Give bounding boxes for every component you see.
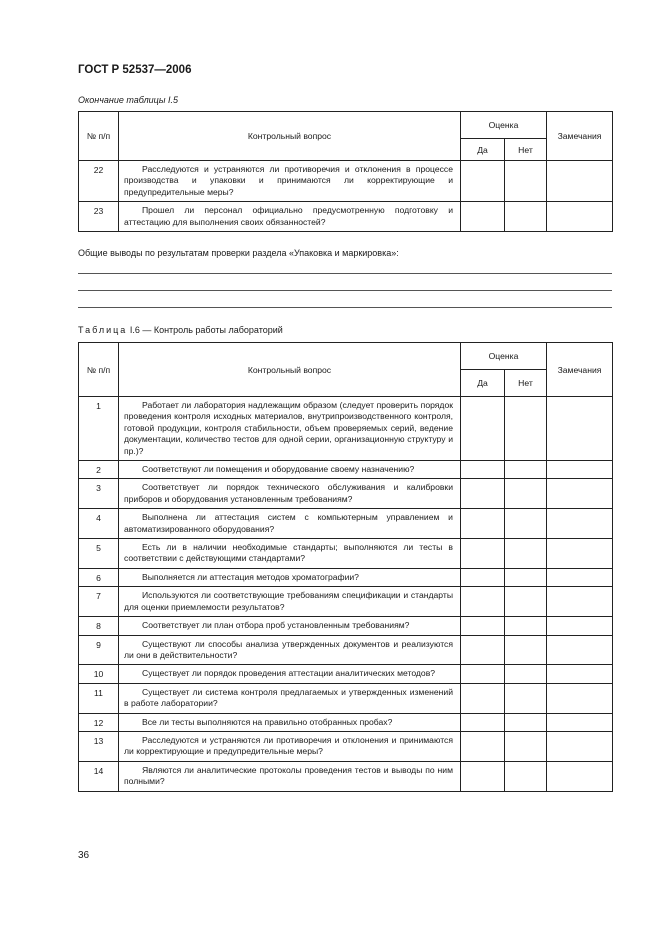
question-cell (119, 202, 461, 232)
question-text: Выполнена ли аттестация систем с компьютерным управлением и автоматизированного оборудования? (124, 512, 453, 534)
question-text: Используются ли соответствующие требованиям спецификации и стандарты для оценки приемлемости результатов? (124, 590, 453, 612)
question-text: Есть ли в наличии необходимые стандарты; выполняются ли тесты в соответствии с действующими стандартами? (124, 542, 453, 564)
table1-header-question: Контрольный вопрос (119, 112, 461, 161)
row-number: 8 (79, 617, 119, 635)
table1-body (79, 161, 613, 232)
table2-body (79, 397, 613, 792)
yes-cell[interactable] (461, 635, 505, 665)
table-row (79, 397, 613, 461)
row-number: 23 (79, 202, 119, 232)
notes-cell[interactable] (547, 635, 613, 665)
table-row (79, 509, 613, 539)
notes-cell[interactable] (547, 568, 613, 586)
no-cell[interactable] (505, 731, 547, 761)
notes-cell[interactable] (547, 617, 613, 635)
table-row (79, 683, 613, 713)
notes-cell[interactable] (547, 461, 613, 479)
row-number: 14 (79, 761, 119, 791)
question-text: Существуют ли способы анализа утвержденных документов и реализуются ли они в действительности? (124, 638, 453, 660)
row-number: 2 (79, 461, 119, 479)
table2-header-notes: Замечания (547, 343, 613, 397)
table-row (79, 479, 613, 509)
no-cell[interactable] (505, 509, 547, 539)
row-number: 4 (79, 509, 119, 539)
notes-cell[interactable] (547, 202, 613, 232)
table1-header-yes: Да (461, 139, 505, 161)
notes-cell[interactable] (547, 713, 613, 731)
notes-cell[interactable] (547, 509, 613, 539)
question-text: Соответствует ли план отбора проб установленным требованиям? (142, 620, 410, 631)
question-cell (119, 397, 461, 461)
question-text: Расследуются и устраняются ли противоречия и отклонения в процессе производства и упаковки и принимаются ли корректирующие и предупредительные меры? (124, 164, 453, 197)
table2-caption-prefix: Таблица (78, 325, 128, 335)
row-number: 11 (79, 683, 119, 713)
question-text: Все ли тесты выполняются на правильно отобранных пробах? (142, 716, 393, 727)
yes-cell[interactable] (461, 761, 505, 791)
table2-header-num: № п/п (79, 343, 119, 397)
table1-header-num: № п/п (79, 112, 119, 161)
table2 (78, 342, 613, 792)
question-cell (119, 731, 461, 761)
row-number: 7 (79, 587, 119, 617)
question-text: Соответствует ли порядок технического обслуживания и калибровки приборов и оборудования установленным требованиям? (124, 482, 453, 504)
question-text: Существует ли система контроля предлагаемых и утвержденных изменений в работе лаборатории? (124, 686, 453, 709)
conclusion-line[interactable] (78, 290, 612, 291)
notes-cell[interactable] (547, 397, 613, 461)
table1-caption: Окончание таблицы I.5 (78, 95, 178, 105)
table-row (79, 731, 613, 761)
question-cell (119, 161, 461, 202)
no-cell[interactable] (505, 761, 547, 791)
table-row (79, 617, 613, 635)
yes-cell[interactable] (461, 683, 505, 713)
table2-header-rating: Оценка (461, 343, 547, 370)
yes-cell[interactable] (461, 731, 505, 761)
row-number: 6 (79, 568, 119, 586)
yes-cell[interactable] (461, 539, 505, 569)
table1-header-no: Нет (505, 139, 547, 161)
yes-cell[interactable] (461, 202, 505, 232)
row-number: 13 (79, 731, 119, 761)
yes-cell[interactable] (461, 568, 505, 586)
question-text: Существует ли порядок проведения аттестации аналитических методов? (142, 668, 436, 679)
question-text: Являются ли аналитические протоколы проведения тестов и выводы по ним полными? (124, 764, 453, 787)
table-row (79, 568, 613, 586)
table-row (79, 635, 613, 665)
conclusion-line[interactable] (78, 273, 612, 274)
page-number: 36 (78, 850, 90, 861)
notes-cell[interactable] (547, 731, 613, 761)
table-row (79, 761, 613, 791)
table-row (79, 665, 613, 683)
no-cell[interactable] (505, 161, 547, 202)
question-text: Соответствуют ли помещения и оборудование своему назначению? (142, 464, 415, 475)
table-row (79, 202, 613, 232)
question-cell (119, 617, 461, 635)
notes-cell[interactable] (547, 761, 613, 791)
no-cell[interactable] (505, 587, 547, 617)
question-cell (119, 665, 461, 683)
no-cell[interactable] (505, 683, 547, 713)
row-number: 9 (79, 635, 119, 665)
table-row (79, 539, 613, 569)
question-cell (119, 635, 461, 665)
yes-cell[interactable] (461, 479, 505, 509)
no-cell[interactable] (505, 713, 547, 731)
no-cell[interactable] (505, 461, 547, 479)
question-cell (119, 587, 461, 617)
table1-header-notes: Замечания (547, 112, 613, 161)
question-text: Выполняется ли аттестация методов хроматографии? (142, 571, 359, 582)
yes-cell[interactable] (461, 587, 505, 617)
table2-caption-rest: I.6 — Контроль работы лабораторий (129, 325, 283, 335)
question-text: Работает ли лаборатория надлежащим образом (следует проверить порядок проведения контроля исходных материалов, внутрипроизводственного контроля, готовой продукции, контроля стабильности, объем проверяемых серий, ведение документации, количество тестов для одной серии, организационную структуру и пр.)? (124, 400, 453, 456)
row-number: 10 (79, 665, 119, 683)
table-row (79, 461, 613, 479)
row-number: 22 (79, 161, 119, 202)
table2-header-no: Нет (505, 370, 547, 397)
question-text: Прошел ли персонал официально предусмотренную подготовку и аттестацию для выполнения своих обязанностей? (124, 205, 453, 227)
no-cell[interactable] (505, 397, 547, 461)
no-cell[interactable] (505, 635, 547, 665)
table-row (79, 161, 613, 202)
yes-cell[interactable] (461, 509, 505, 539)
table-row (79, 713, 613, 731)
question-cell (119, 539, 461, 569)
yes-cell[interactable] (461, 461, 505, 479)
no-cell[interactable] (505, 617, 547, 635)
yes-cell[interactable] (461, 397, 505, 461)
row-number: 1 (79, 397, 119, 461)
question-cell (119, 509, 461, 539)
yes-cell[interactable] (461, 713, 505, 731)
no-cell[interactable] (505, 665, 547, 683)
table2-header-yes: Да (461, 370, 505, 397)
notes-cell[interactable] (547, 587, 613, 617)
notes-cell[interactable] (547, 683, 613, 713)
no-cell[interactable] (505, 568, 547, 586)
no-cell[interactable] (505, 539, 547, 569)
document-code: ГОСТ Р 52537—2006 (78, 64, 192, 76)
question-cell (119, 568, 461, 586)
table1 (78, 111, 613, 232)
question-cell (119, 713, 461, 731)
table1-header-rating: Оценка (461, 112, 547, 139)
yes-cell[interactable] (461, 161, 505, 202)
yes-cell[interactable] (461, 665, 505, 683)
conclusion-line[interactable] (78, 307, 612, 308)
notes-cell[interactable] (547, 665, 613, 683)
no-cell[interactable] (505, 202, 547, 232)
no-cell[interactable] (505, 479, 547, 509)
question-cell (119, 461, 461, 479)
question-cell (119, 683, 461, 713)
notes-cell[interactable] (547, 539, 613, 569)
table-row (79, 587, 613, 617)
notes-cell[interactable] (547, 161, 613, 202)
table2-header-question: Контрольный вопрос (119, 343, 461, 397)
table2-caption (78, 325, 283, 335)
row-number: 12 (79, 713, 119, 731)
conclusion-label: Общие выводы по результатам проверки раздела «Упаковка и маркировка»: (78, 248, 399, 258)
row-number: 3 (79, 479, 119, 509)
question-cell (119, 479, 461, 509)
question-cell (119, 761, 461, 791)
notes-cell[interactable] (547, 479, 613, 509)
question-text: Расследуются и устраняются ли противоречия и отклонения и принимаются ли корректирующие и предупредительные меры? (124, 734, 453, 757)
yes-cell[interactable] (461, 617, 505, 635)
row-number: 5 (79, 539, 119, 569)
